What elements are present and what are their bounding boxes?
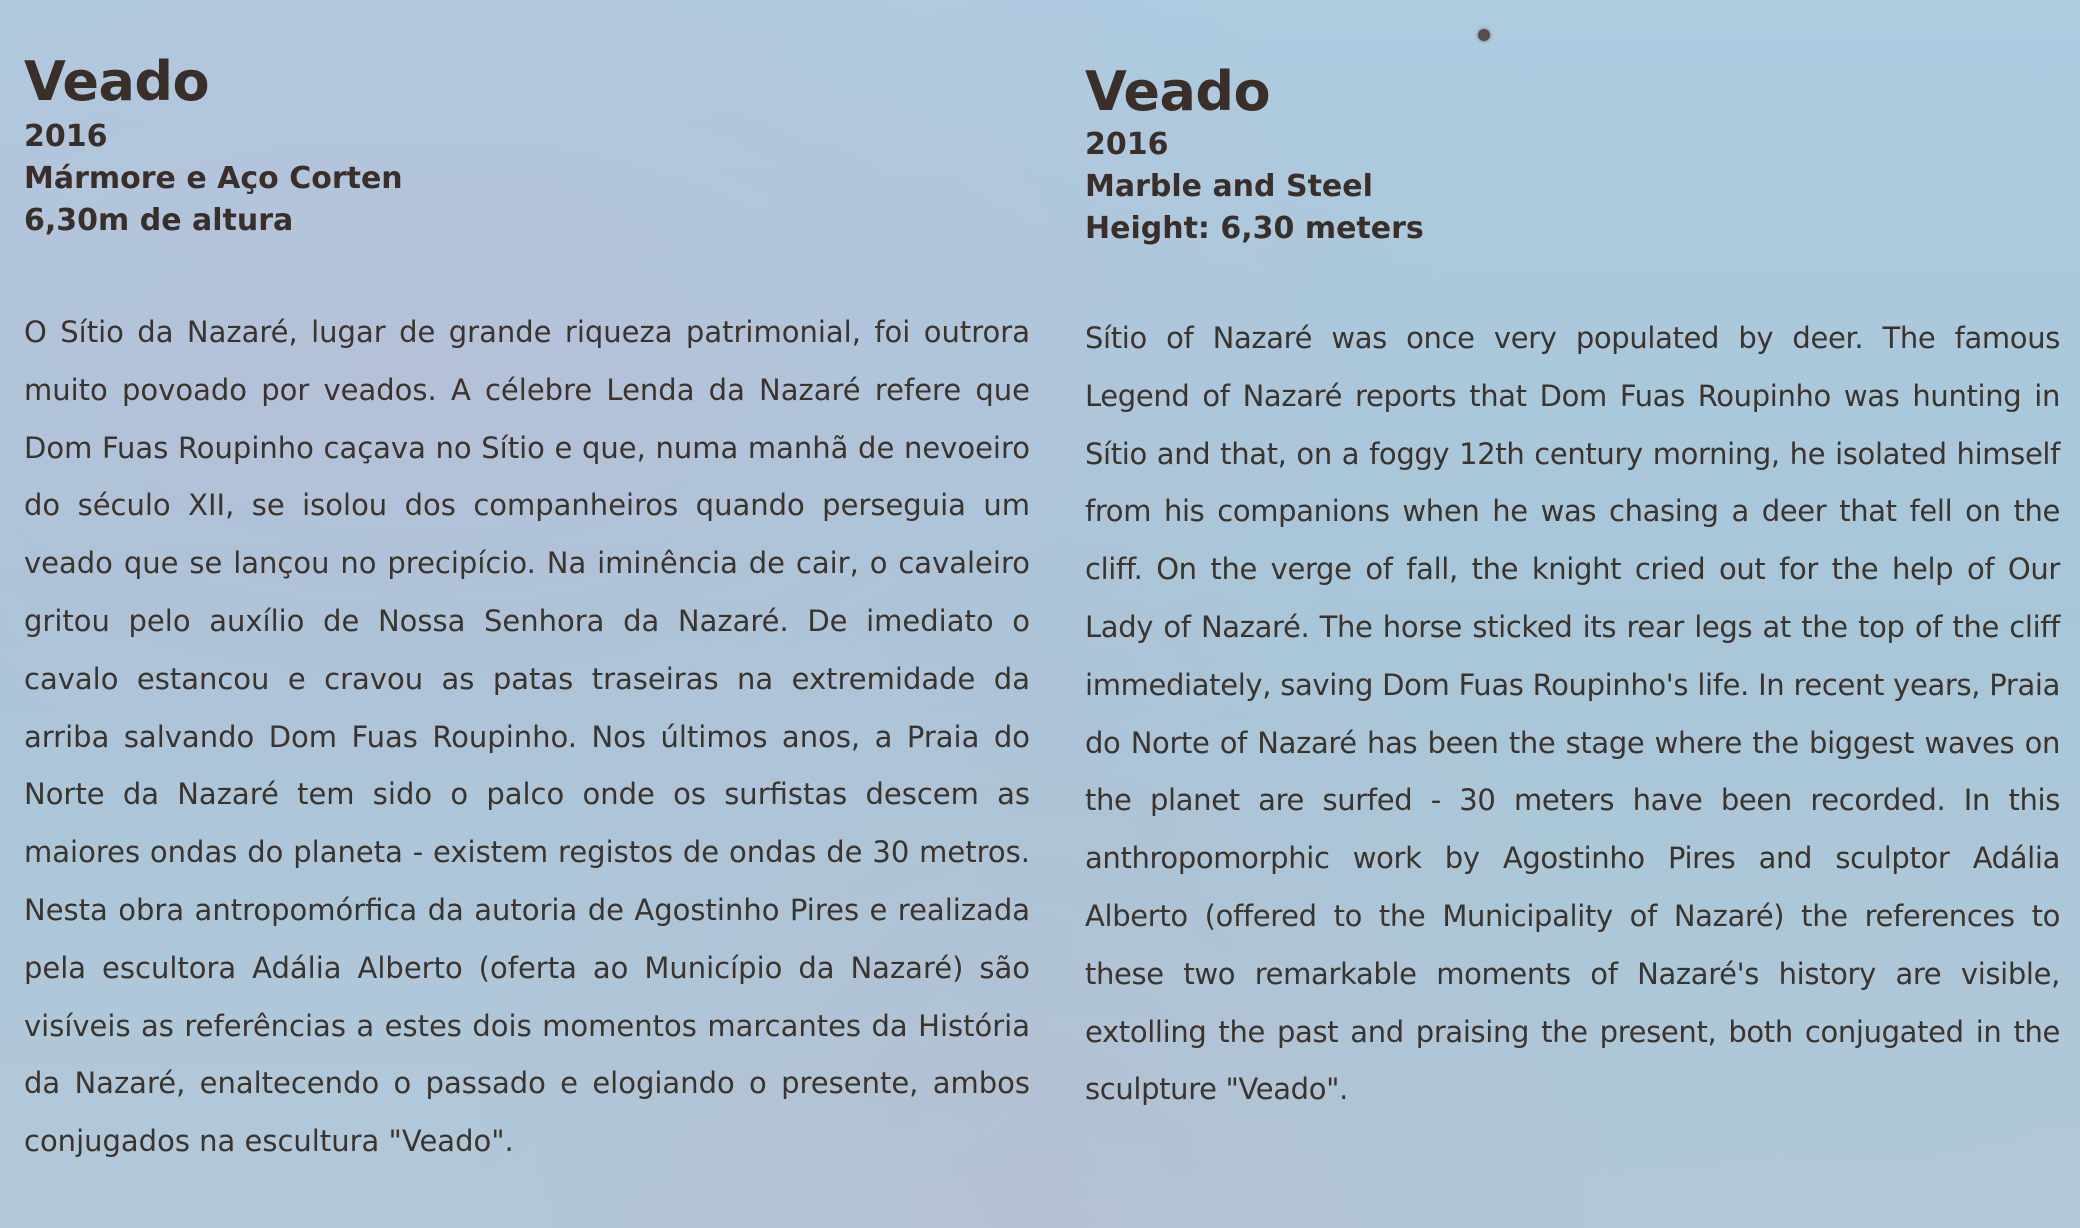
portuguese-column [24, 0, 1030, 1171]
material-en: Marble and Steel [1085, 169, 1373, 204]
title-pt: Veado [24, 50, 210, 113]
height-pt: 6,30m de altura [24, 203, 294, 238]
year-en: 2016 [1085, 127, 1169, 162]
english-column [1085, 0, 2060, 1119]
height-en: Height: 6,30 meters [1085, 211, 1424, 246]
material-pt: Mármore e Aço Corten [24, 161, 403, 196]
description-pt: O Sítio da Nazaré, lugar de grande riqueza patrimonial, foi outrora muito povoado por veados. A célebre Lenda da Nazaré refere que Dom Fuas Roupinho caçava no Sítio e que, numa manhã de nevoeiro do século XII, se isolou dos companheiros quando perseguia um veado que se lançou no precipício. Na iminência de cair, o cavaleiro gritou pelo auxílio de Nossa Senhora da Nazaré. De imediato o cavalo estancou e cravou as patas traseiras na extremidade da arriba salvando Dom Fuas Roupinho. Nos últimos anos, a Praia do Norte da Nazaré tem sido o palco onde os surfistas descem as maiores ondas do planeta - existem registos de ondas de 30 metros. Nesta obra antropomórfica da autoria de Agostinho Pires e realizada pela escultora Adália Alberto (oferta ao Município da Nazaré) são visíveis as referências a estes dois momentos marcantes da História da Nazaré, enaltecendo o passado e elogiando o presente, ambos conjugados na escultura "Veado". [24, 315, 1030, 1159]
title-en: Veado [1085, 60, 1271, 123]
description-en: Sítio of Nazaré was once very populated by deer. The famous Legend of Nazaré reports that Dom Fuas Roupinho was hunting in Sítio and that, on a foggy 12th century morning, he isolated himself from his companions when he was chasing a deer that fell on the cliff. On the verge of fall, the knight cried out for the help of Our Lady of Nazaré. The horse sticked its rear legs at the top of the cliff immediately, saving Dom Fuas Roupinho's life. In recent years, Praia do Norte of Nazaré has been the stage where the biggest waves on the planet are surfed - 30 meters have been recorded. In this anthropomorphic work by Agostinho Pires and sculptor Adália Alberto (offered to the Municipality of Nazaré) the references to these two remarkable moments of Nazaré's history are visible, extolling the past and praising the present, both conjugated in the sculpture "Veado". [1085, 321, 2060, 1107]
year-pt: 2016 [24, 119, 108, 154]
